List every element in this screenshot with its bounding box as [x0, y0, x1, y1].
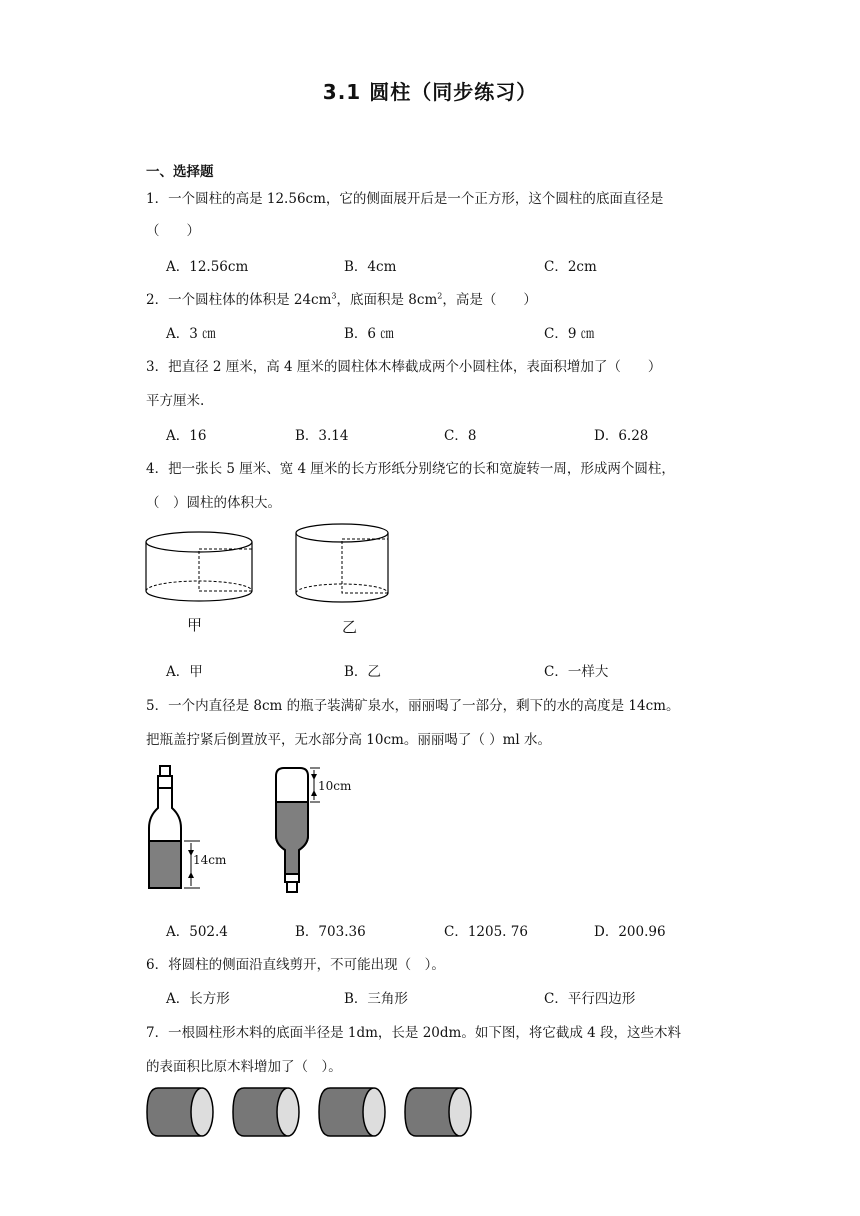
q4-option-a[interactable]: A．甲 [166, 664, 203, 680]
bottle-upright-figure [140, 762, 240, 897]
q2-option-c[interactable]: C．9 ㎝ [544, 326, 595, 342]
cylinder-figure-jia [140, 528, 265, 603]
page-title: 3.1 圆柱（同步练习） [322, 80, 538, 104]
q3-option-c[interactable]: C．8 [444, 428, 477, 444]
label-10cm: 10cm [318, 779, 352, 793]
q4-option-c[interactable]: C．一样大 [544, 664, 609, 680]
q5-option-a[interactable]: A．502.4 [166, 924, 228, 940]
question-5-text-2: 把瓶盖拧紧后倒置放平，无水部分高 10cm。丽丽喝了（ ）ml 水。 [146, 732, 552, 748]
log-segments-figure [144, 1085, 474, 1141]
q3-option-d[interactable]: D．6.28 [594, 428, 649, 444]
section-heading: 一、选择题 [146, 164, 214, 180]
question-2-text [146, 288, 537, 308]
q2-text-mid: ，底面积是 8cm [336, 292, 438, 308]
q2-option-a[interactable]: A．3 ㎝ [166, 326, 216, 342]
question-1-text: 1．一个圆柱的高是 12.56cm，它的侧面展开后是一个正方形，这个圆柱的底面直径是 [146, 191, 664, 207]
figure-label-yi: 乙 [342, 618, 358, 636]
question-3-text: 3．把直径 2 厘米，高 4 厘米的圆柱体木棒截成两个小圆柱体，表面积增加了（ ） [146, 359, 662, 375]
q1-option-a[interactable]: A．12.56cm [166, 259, 249, 275]
question-4-blank: （ ）圆柱的体积大。 [146, 495, 281, 511]
question-4-text: 4．把一张长 5 厘米、宽 4 厘米的长方形纸分别绕它的长和宽旋转一周，形成两个圆柱， [146, 461, 675, 477]
question-3-unit: 平方厘米. [146, 393, 205, 409]
q2-text-post: ，高是（ ） [442, 292, 537, 308]
q2-sup-cubic: 3 [331, 291, 337, 301]
q2-text-pre: 2．一个圆柱体的体积是 24cm [146, 292, 332, 308]
q5-option-d[interactable]: D．200.96 [594, 924, 666, 940]
log-segment-4 [405, 1088, 471, 1136]
log-segment-1 [147, 1088, 213, 1136]
question-7-text: 7．一根圆柱形木料的底面半径是 1dm，长是 20dm。如下图，将它截成 4 段，这些木料 [146, 1025, 681, 1041]
q4-option-b[interactable]: B．乙 [344, 664, 381, 680]
q1-option-c[interactable]: C．2cm [544, 259, 597, 275]
question-1-blank: （ ） [146, 223, 200, 239]
q3-option-a[interactable]: A．16 [166, 428, 207, 444]
q1-option-b[interactable]: B．4cm [344, 259, 397, 275]
cylinder-figure-yi [290, 520, 400, 605]
figure-label-jia: 甲 [187, 616, 203, 634]
q5-option-b[interactable]: B．703.36 [295, 924, 366, 940]
q6-option-a[interactable]: A．长方形 [166, 991, 230, 1007]
q5-option-c[interactable]: C．1205. 76 [444, 924, 528, 940]
q6-option-c[interactable]: C．平行四边形 [544, 991, 636, 1007]
log-segment-2 [233, 1088, 299, 1136]
q2-sup-square: 2 [437, 291, 443, 301]
q3-option-b[interactable]: B．3.14 [295, 428, 349, 444]
question-6-text: 6．将圆柱的侧面沿直线剪开，不可能出现（ ）。 [146, 957, 445, 973]
question-5-text: 5．一个内直径是 8cm 的瓶子装满矿泉水，丽丽喝了一部分，剩下的水的高度是 14cm。 [146, 698, 680, 714]
q6-option-b[interactable]: B．三角形 [344, 991, 408, 1007]
log-segment-3 [319, 1088, 385, 1136]
question-7-text-2: 的表面积比原木料增加了（ ）。 [146, 1059, 342, 1075]
label-14cm: 14cm [193, 853, 227, 867]
q2-option-b[interactable]: B．6 ㎝ [344, 326, 394, 342]
